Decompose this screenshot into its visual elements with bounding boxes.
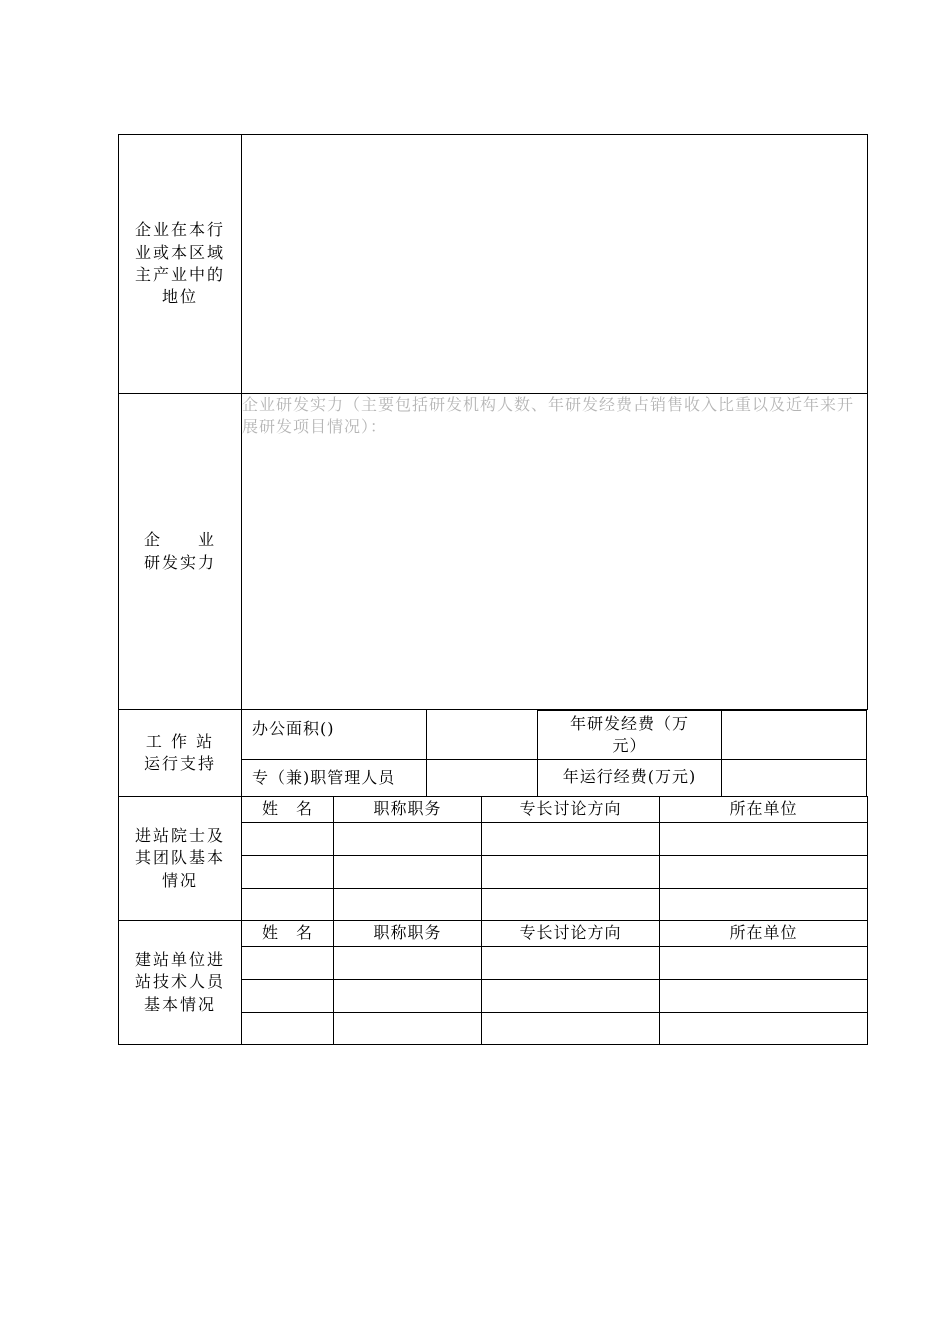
row-industry-position [119,135,868,394]
cell-input[interactable] [660,889,868,921]
label-technicians: 建站单位进 站技术人员 基本情况 [119,921,242,1045]
label-academicians: 进站院士及 其团队基本 情况 [119,797,242,921]
input-annual-rnd-funds[interactable] [721,710,867,760]
cell-input[interactable] [660,947,868,980]
row-rnd-strength [119,394,868,710]
label-office-area: 办公面积() [242,710,427,760]
cell-input[interactable] [334,1013,482,1045]
cell-input[interactable] [660,1013,868,1045]
header-specialty: 专长讨论方向 [482,797,660,823]
header-specialty: 专长讨论方向 [482,921,660,947]
cell-input[interactable] [334,856,482,889]
rnd-hint-text: 企业研发实力（主要包括研发机构人数、年研发经费占销售收入比重以及近年来开展研发项目情况）： [242,395,855,437]
cell-input[interactable] [482,980,660,1013]
cell-input[interactable] [242,980,334,1013]
label-rnd-strength: 企 业 研发实力 [119,394,242,710]
cell-input[interactable] [242,947,334,980]
header-name: 姓 名 [242,797,334,823]
cell-input[interactable] [482,947,660,980]
cell-input[interactable] [334,980,482,1013]
input-rnd-strength[interactable] [242,394,868,710]
application-form-table [118,134,868,1045]
input-industry-position[interactable] [242,135,868,394]
header-title: 职称职务 [334,797,482,823]
cell-input[interactable] [334,823,482,856]
label-industry-position: 企业在本行 业或本区域 主产业中的 地位 [119,135,242,394]
header-organization: 所在单位 [660,797,868,823]
label-annual-operating-funds: 年运行经费(万元) [537,759,722,797]
cell-input[interactable] [334,889,482,921]
input-annual-operating-funds[interactable] [721,759,867,797]
label-annual-rnd-funds: 年研发经费（万 元） [537,710,722,760]
cell-input[interactable] [482,856,660,889]
header-organization: 所在单位 [660,921,868,947]
cell-input[interactable] [660,980,868,1013]
cell-input[interactable] [660,856,868,889]
cell-input[interactable] [482,889,660,921]
label-management-staff: 专（兼)职管理人员 [242,760,427,797]
label-workstation-support: 工 作 站 运行支持 [119,710,242,797]
cell-input[interactable] [660,823,868,856]
header-title: 职称职务 [334,921,482,947]
row-technician-header [119,921,868,947]
support-funds-overlay [537,710,867,797]
cell-input[interactable] [242,1013,334,1045]
cell-input[interactable] [242,823,334,856]
row-academician-header [119,797,868,823]
cell-input[interactable] [242,889,334,921]
cell-input[interactable] [482,1013,660,1045]
cell-input[interactable] [334,947,482,980]
cell-input[interactable] [482,823,660,856]
cell-input[interactable] [242,856,334,889]
header-name: 姓 名 [242,921,334,947]
